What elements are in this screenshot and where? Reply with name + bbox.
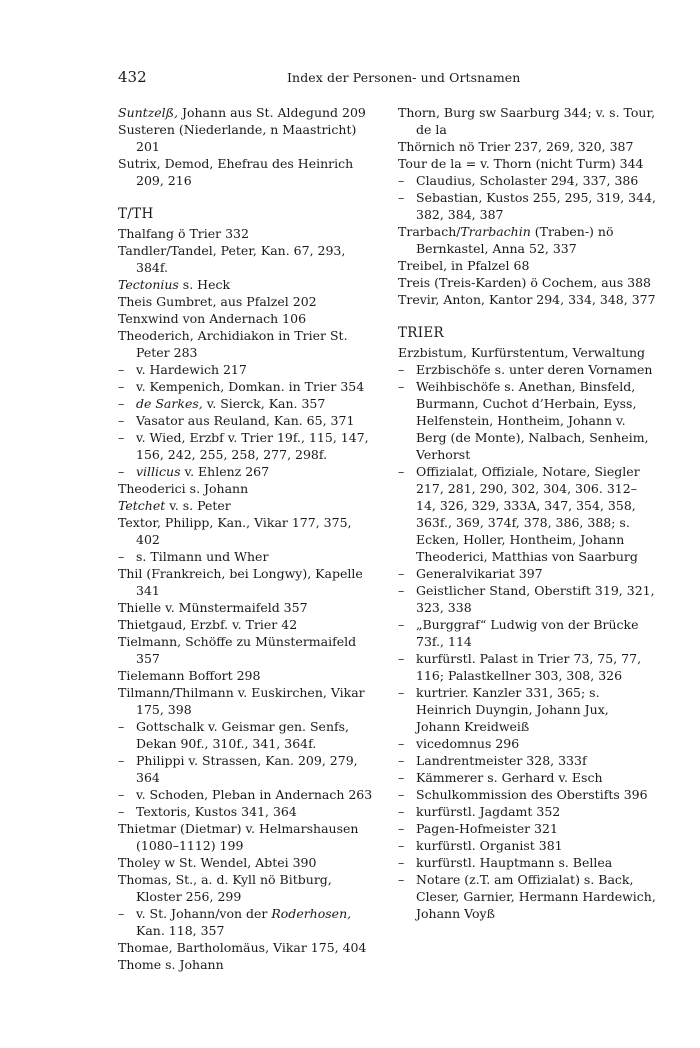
index-subentry: – kurtrier. Kanzler 331, 365; s. Heinrich Duyngin, Johann Jux, Johann Kreidweiß (398, 684, 656, 735)
index-subentry: – v. St. Johann/von der Roderhosen, Kan. 118, 357 (118, 905, 376, 939)
index-entry: Tectonius s. Heck (118, 277, 231, 292)
italic-term: Tetchet (118, 498, 166, 513)
index-subentry: – v. Schoden, Pleban in Andernach 263 (118, 786, 376, 803)
index-entry: Thorn, Burg sw Saarburg 344; v. s. Tour, de la (398, 105, 656, 137)
running-title: Index der Personen- und Ortsnamen (287, 70, 521, 85)
index-entry: Erzbistum, Kurfürstentum, Verwaltung (398, 345, 646, 360)
index-subentry: – Sebastian, Kustos 255, 295, 319, 344, 382, 384, 387 (398, 189, 656, 223)
italic-term: Roderhosen, (271, 906, 352, 921)
index-entry: Tenxwind von Andernach 106 (118, 311, 307, 326)
index-subentry: – kurfürstl. Organist 381 (398, 837, 656, 854)
index-entry: Thomas, St., a. d. Kyll nö Bitburg, Kloster 256, 299 (118, 872, 332, 904)
index-subentry: – Offizialat, Offiziale, Notare, Siegler 217, 281, 290, 302, 304, 306. 312–14, 326, 329, 333A, 347, 354, 358, 363f., 369, 374f, 378, 386, 388; s. Ecken, Holler, Hontheim, Johann Theoderici, Matthias von Saarburg (398, 463, 656, 565)
index-subentry: – kurfürstl. Jagdamt 352 (398, 803, 656, 820)
index-subentry: – Vasator aus Reuland, Kan. 65, 371 (118, 412, 376, 429)
index-column-right (398, 104, 656, 922)
index-entry: Theoderici s. Johann (118, 481, 249, 496)
index-entry: Treibel, in Pfalzel 68 (398, 258, 530, 273)
index-entry: Tour de la = v. Thorn (nicht Turm) 344 (398, 156, 644, 171)
index-entry: Tandler/Tandel, Peter, Kan. 67, 293, 384f. (118, 243, 346, 275)
index-entry: Thietmar (Dietmar) v. Helmarshausen (1080–1112) 199 (118, 821, 359, 853)
index-entry: Theis Gumbret, aus Pfalzel 202 (118, 294, 317, 309)
italic-term: de Sarkes, (136, 396, 203, 411)
index-subentry: – Schulkommission des Oberstifts 396 (398, 786, 656, 803)
italic-term: Trarbachin (460, 224, 531, 239)
index-subentry: – Weihbischöfe s. Anethan, Binsfeld, Burmann, Cuchot d’Herbain, Eyss, Helfenstein, Hontheim, Johann v. Berg (de Monte), Nalbach, Senheim, Verhorst (398, 378, 656, 463)
index-entry: Thielle v. Münstermaifeld 357 (118, 600, 308, 615)
index-subentry: – Geistlicher Stand, Oberstift 319, 321, 323, 338 (398, 582, 656, 616)
index-subentry: – Kämmerer s. Gerhard v. Esch (398, 769, 656, 786)
page-number: 432 (118, 68, 147, 86)
index-entry: Susteren (Niederlande, n Maastricht) 201 (118, 122, 357, 154)
index-subentry: – Textoris, Kustos 341, 364 (118, 803, 376, 820)
index-subentry: – Gottschalk v. Geismar gen. Senfs, Dekan 90f., 310f., 341, 364f. (118, 718, 376, 752)
index-subentry: – Generalvikariat 397 (398, 565, 656, 582)
index-entry: Thörnich nö Trier 237, 269, 320, 387 (398, 139, 634, 154)
index-entry: Thome s. Johann (118, 957, 224, 972)
index-entry: Thietgaud, Erzbf. v. Trier 42 (118, 617, 298, 632)
index-subentry: – Philippi v. Strassen, Kan. 209, 279, 364 (118, 752, 376, 786)
index-entry: Thalfang ö Trier 332 (118, 226, 249, 241)
italic-term: Tectonius (118, 277, 179, 292)
index-entry: Thomae, Bartholomäus, Vikar 175, 404 (118, 940, 367, 955)
index-subentry: – de Sarkes, v. Sierck, Kan. 357 (118, 395, 376, 412)
index-entry: Tetchet v. s. Peter (118, 498, 231, 513)
index-subentry: – Claudius, Scholaster 294, 337, 386 (398, 172, 656, 189)
section-heading: TRIER (398, 325, 445, 341)
italic-term: Suntzelß, (118, 105, 178, 120)
index-subentry: – kurfürstl. Palast in Trier 73, 75, 77, 116; Palastkellner 303, 308, 326 (398, 650, 656, 684)
index-entry: Trevir, Anton, Kantor 294, 334, 348, 377 (398, 292, 656, 307)
index-subentry: – Notare (z.T. am Offizialat) s. Back, Cleser, Garnier, Hermann Hardewich, Johann Voyß (398, 871, 656, 922)
index-subentry: – Pagen-Hofmeister 321 (398, 820, 656, 837)
index-subentry: – Erzbischöfe s. unter deren Vornamen (398, 361, 656, 378)
index-entry: Sutrix, Demod, Ehefrau des Heinrich 209, 216 (118, 156, 354, 188)
index-subentry: – v. Hardewich 217 (118, 361, 376, 378)
index-subentry: – vicedomnus 296 (398, 735, 656, 752)
italic-term: villicus (136, 464, 181, 479)
section-heading: T/TH (118, 206, 154, 222)
index-subentry: – Landrentmeister 328, 333f (398, 752, 656, 769)
index-entry: Treis (Treis-Karden) ö Cochem, aus 388 (398, 275, 651, 290)
index-subentry: – v. Kempenich, Domkan. in Trier 354 (118, 378, 376, 395)
index-subentry: – kurfürstl. Hauptmann s. Bellea (398, 854, 656, 871)
index-entry: Thil (Frankreich, bei Longwy), Kapelle 341 (118, 566, 363, 598)
index-entry: Trarbach/Trarbachin (Traben-) nö Bernkastel, Anna 52, 337 (398, 224, 614, 256)
index-subentry: – s. Tilmann und Wher (118, 548, 376, 565)
index-subentry: – villicus v. Ehlenz 267 (118, 463, 376, 480)
index-entry: Tilmann/Thilmann v. Euskirchen, Vikar 175, 398 (118, 685, 365, 717)
index-subentry: – v. Wied, Erzbf v. Trier 19f., 115, 147, 156, 242, 255, 258, 277, 298f. (118, 429, 376, 463)
index-entry: Suntzelß, Johann aus St. Aldegund 209 (118, 105, 366, 120)
index-entry: Tholey w St. Wendel, Abtei 390 (118, 855, 317, 870)
index-entry: Textor, Philipp, Kan., Vikar 177, 375, 402 (118, 515, 352, 547)
index-entry: Tielemann Boffort 298 (118, 668, 261, 683)
index-entry: Theoderich, Archidiakon in Trier St. Peter 283 (118, 328, 348, 360)
index-subentry: – „Burggraf“ Ludwig von der Brücke 73f., 114 (398, 616, 656, 650)
index-entry: Tielmann, Schöffe zu Münstermaifeld 357 (118, 634, 357, 666)
index-column-left (118, 104, 376, 973)
